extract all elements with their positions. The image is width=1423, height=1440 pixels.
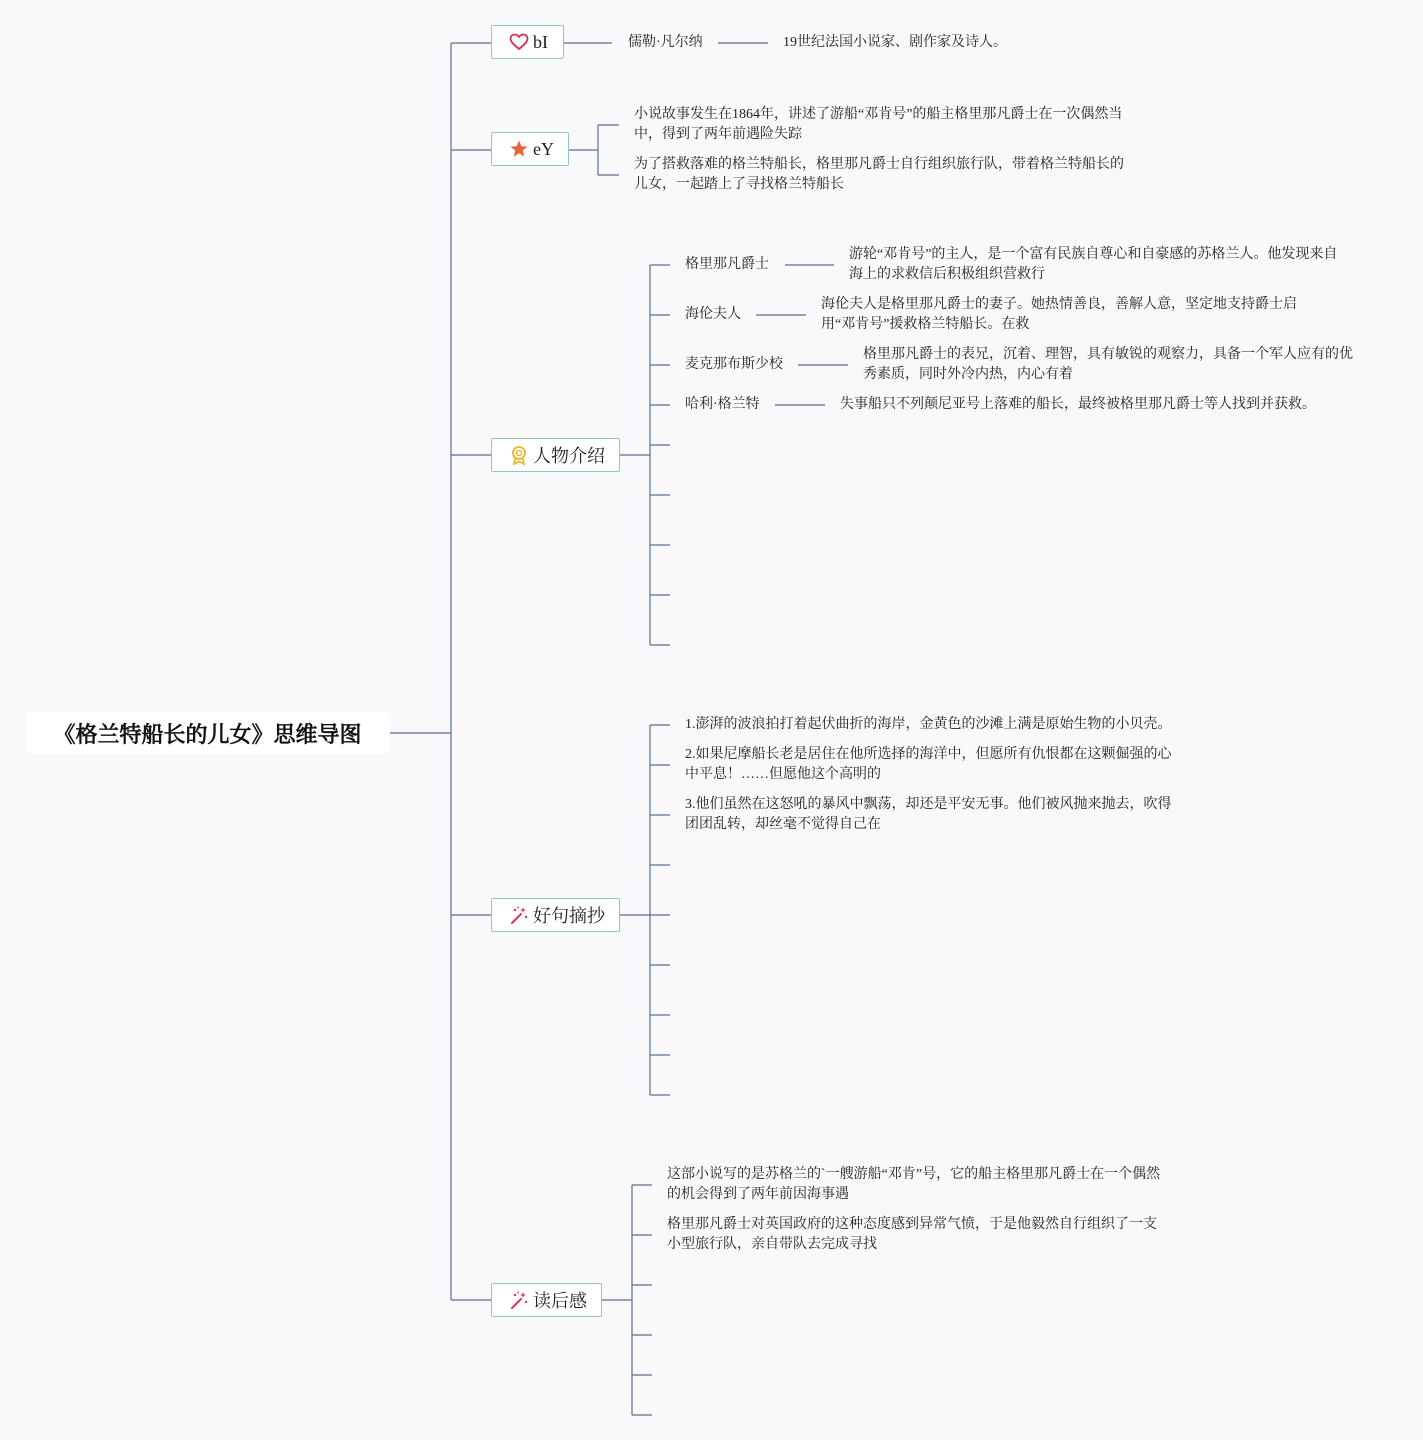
topic-quotes[interactable] [491, 898, 620, 932]
star-icon [509, 139, 529, 159]
character-name[interactable]: 哈利·格兰特 [685, 397, 760, 412]
plot-item[interactable]: 小说故事发生在1864年，讲述了游船“邓肯号”的船主格里那凡爵士在一次偶然当中，得到了两年前遇险失踪 [634, 107, 1123, 142]
plot-item[interactable]: 为了搭救落难的格兰特船长，格里那凡爵士自行组织旅行队，带着格兰特船长的儿女，一起踏上了寻找格兰特船长 [634, 157, 1124, 192]
topic-author[interactable] [491, 25, 564, 59]
topic-plot[interactable] [491, 132, 569, 166]
topic-quotes-label: 好句摘抄 [533, 906, 605, 927]
medal-icon [509, 445, 529, 465]
topic-characters[interactable] [491, 438, 620, 472]
root-topic[interactable]: 《格兰特船长的儿女》思维导图 [25, 712, 390, 754]
author-desc[interactable]: 19世纪法国小说家、剧作家及诗人。 [783, 35, 1007, 50]
character-desc[interactable]: 格里那凡爵士的表兄，沉着、理智，具有敏锐的观察力，具备一个军人应有的优秀素质，同时外冷内热，内心有着 [863, 347, 1353, 382]
character-desc[interactable]: 失事船只不列颠尼亚号上落难的船长，最终被格里那凡爵士等人找到并获救。 [840, 397, 1316, 412]
topic-characters-label: 人物介绍 [533, 446, 605, 467]
character-name[interactable]: 海伦夫人 [685, 307, 741, 322]
heart-icon [509, 32, 529, 52]
topic-plot-label: eY [533, 138, 554, 159]
topic-author-label: bI [533, 31, 548, 52]
review-item[interactable]: 这部小说写的是苏格兰的`一艘游船“邓肯”号，它的船主格里那凡爵士在一个偶然的机会得到了两年前因海事遇 [667, 1167, 1161, 1202]
character-desc[interactable]: 海伦夫人是格里那凡爵士的妻子。她热情善良，善解人意，坚定地支持爵士启用“邓肯号”援救格兰特船长。在救 [821, 297, 1297, 332]
topic-review[interactable] [491, 1283, 602, 1317]
magic-wand-icon [509, 1290, 529, 1310]
character-name[interactable]: 麦克那布斯少校 [685, 357, 783, 372]
quote-item[interactable]: 3.他们虽然在这怒吼的暴风中飘荡，却还是平安无事。他们被风抛来抛去，吹得团团乱转，却丝毫不觉得自己在 [685, 797, 1172, 832]
topic-review-label: 读后感 [533, 1291, 587, 1312]
review-item[interactable]: 格里那凡爵士对英国政府的这种态度感到异常气愤，于是他毅然自行组织了一支小型旅行队，亲自带队去完成寻找 [667, 1217, 1157, 1252]
magic-wand-icon [509, 905, 529, 925]
quote-item[interactable]: 2.如果尼摩船长老是居住在他所选择的海洋中，但愿所有仇恨都在这颗倔强的心中平息！……但愿他这个高明的 [685, 747, 1172, 782]
character-name[interactable]: 格里那凡爵士 [685, 257, 769, 272]
character-desc[interactable]: 游轮“邓肯号”的主人，是一个富有民族自尊心和自豪感的苏格兰人。他发现来自海上的求救信后积极组织营救行 [849, 247, 1338, 282]
quote-item[interactable]: 1.澎湃的波浪拍打着起伏曲折的海岸，金黄色的沙滩上满是原始生物的小贝壳。 [685, 717, 1172, 732]
author-name[interactable]: 儒勒·凡尔纳 [628, 35, 703, 50]
